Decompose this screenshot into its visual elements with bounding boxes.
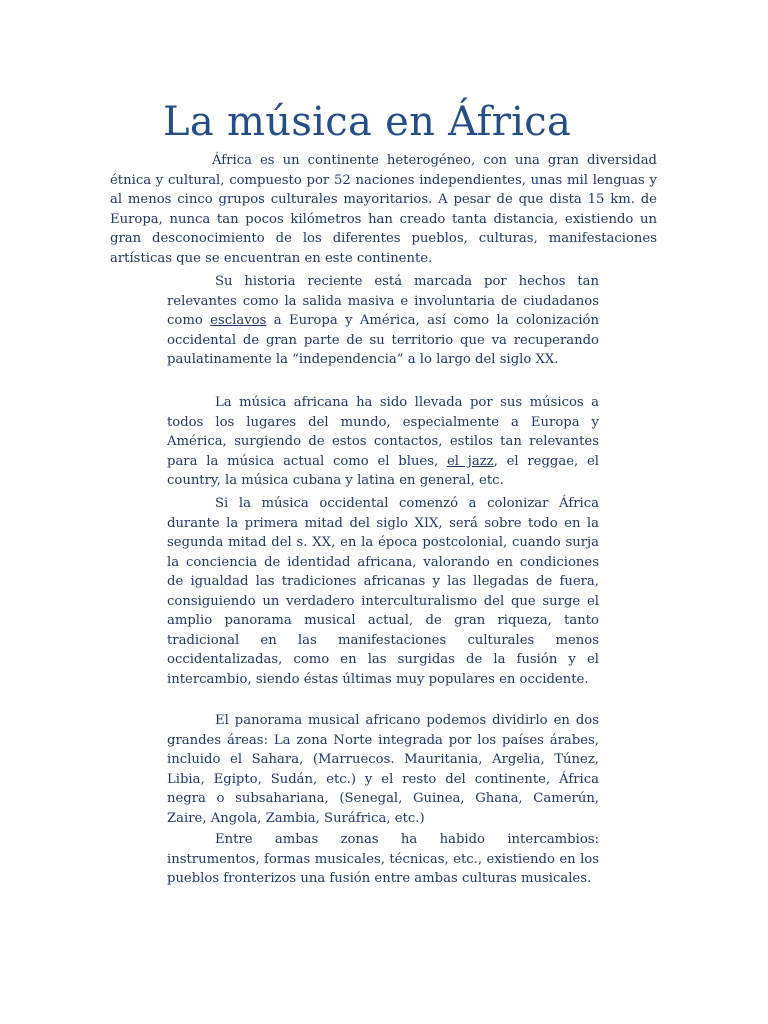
exchange-paragraph: Entre ambas zonas ha habido intercambios: instrumentos, formas musicales, técnicas, etc., existiendo en los pueblos fronterizos una fusión entre ambas culturas musicales. xyxy=(167,832,599,886)
spread-text-before: La música africana ha sido llevada por sus músicos a todos los lugares del mundo, especialmente a Europa y América, surgiendo de estos contactos, estilos tan relevantes para la música actual como el blues, xyxy=(167,395,599,469)
page-title: La música en África xyxy=(163,99,572,145)
intro-paragraph: África es un continente heterogéneo, con una gran diversidad étnica y cultural, compuesto por 52 naciones independientes, unas mil lenguas y al menos cinco grupos culturales mayoritarios. A pesar de que dista 15 km. de Europa, nunca tan pocos kilómetros han creado tanta distancia, existiendo un gran desconocimiento de los diferentes pueblos, culturas, manifestaciones artísticas que se encuentran en este continente. xyxy=(110,153,657,266)
history-text-before: Su historia reciente está marcada por hechos tan relevantes como la salida masiva e involuntaria de ciudadanos como xyxy=(167,274,599,328)
jazz-link[interactable]: el jazz xyxy=(446,453,494,469)
areas-paragraph: El panorama musical africano podemos dividirlo en dos grandes áreas: La zona Norte integrada por los países árabes, incluido el Sahara, (Marruecos. Mauritania, Argelia, Túnez, Libia, Egipto, Sudán, etc.) y el resto del continente, África negra o subsahariana, (Senegal, Guinea, Ghana, Camerún, Zaire, Angola, Zambia, Suráfrica, etc.) xyxy=(167,713,599,826)
spread-paragraph xyxy=(167,393,599,491)
history-paragraph xyxy=(167,272,599,370)
esclavos-link[interactable]: esclavos xyxy=(210,313,267,328)
history-text-after: a Europa y América, así como la colonización occidental de gran parte de su territorio que va recuperando paulatinamente la “independencia” a lo largo del siglo XX. xyxy=(167,313,599,367)
colonization-paragraph: Si la música occidental comenzó a colonizar África durante la primera mitad del siglo XIX, será sobre todo en la segunda mitad del s. XX, en la época postcolonial, cuando surja la conciencia de identidad africana, valorando en condiciones de igualdad las tradiciones africanas y las llegadas de fuera, consiguiendo un verdadero interculturalismo del que surge el amplio panorama musical actual, de gran riqueza, tanto tradicional en las manifestaciones culturales menos occidentalizadas, como en las surgidas de la fusión y el intercambio, siendo éstas últimas muy populares en occidente. xyxy=(167,496,599,687)
spread-text-after: , el reggae, el country, la música cubana y latina en general, etc. xyxy=(167,453,599,488)
